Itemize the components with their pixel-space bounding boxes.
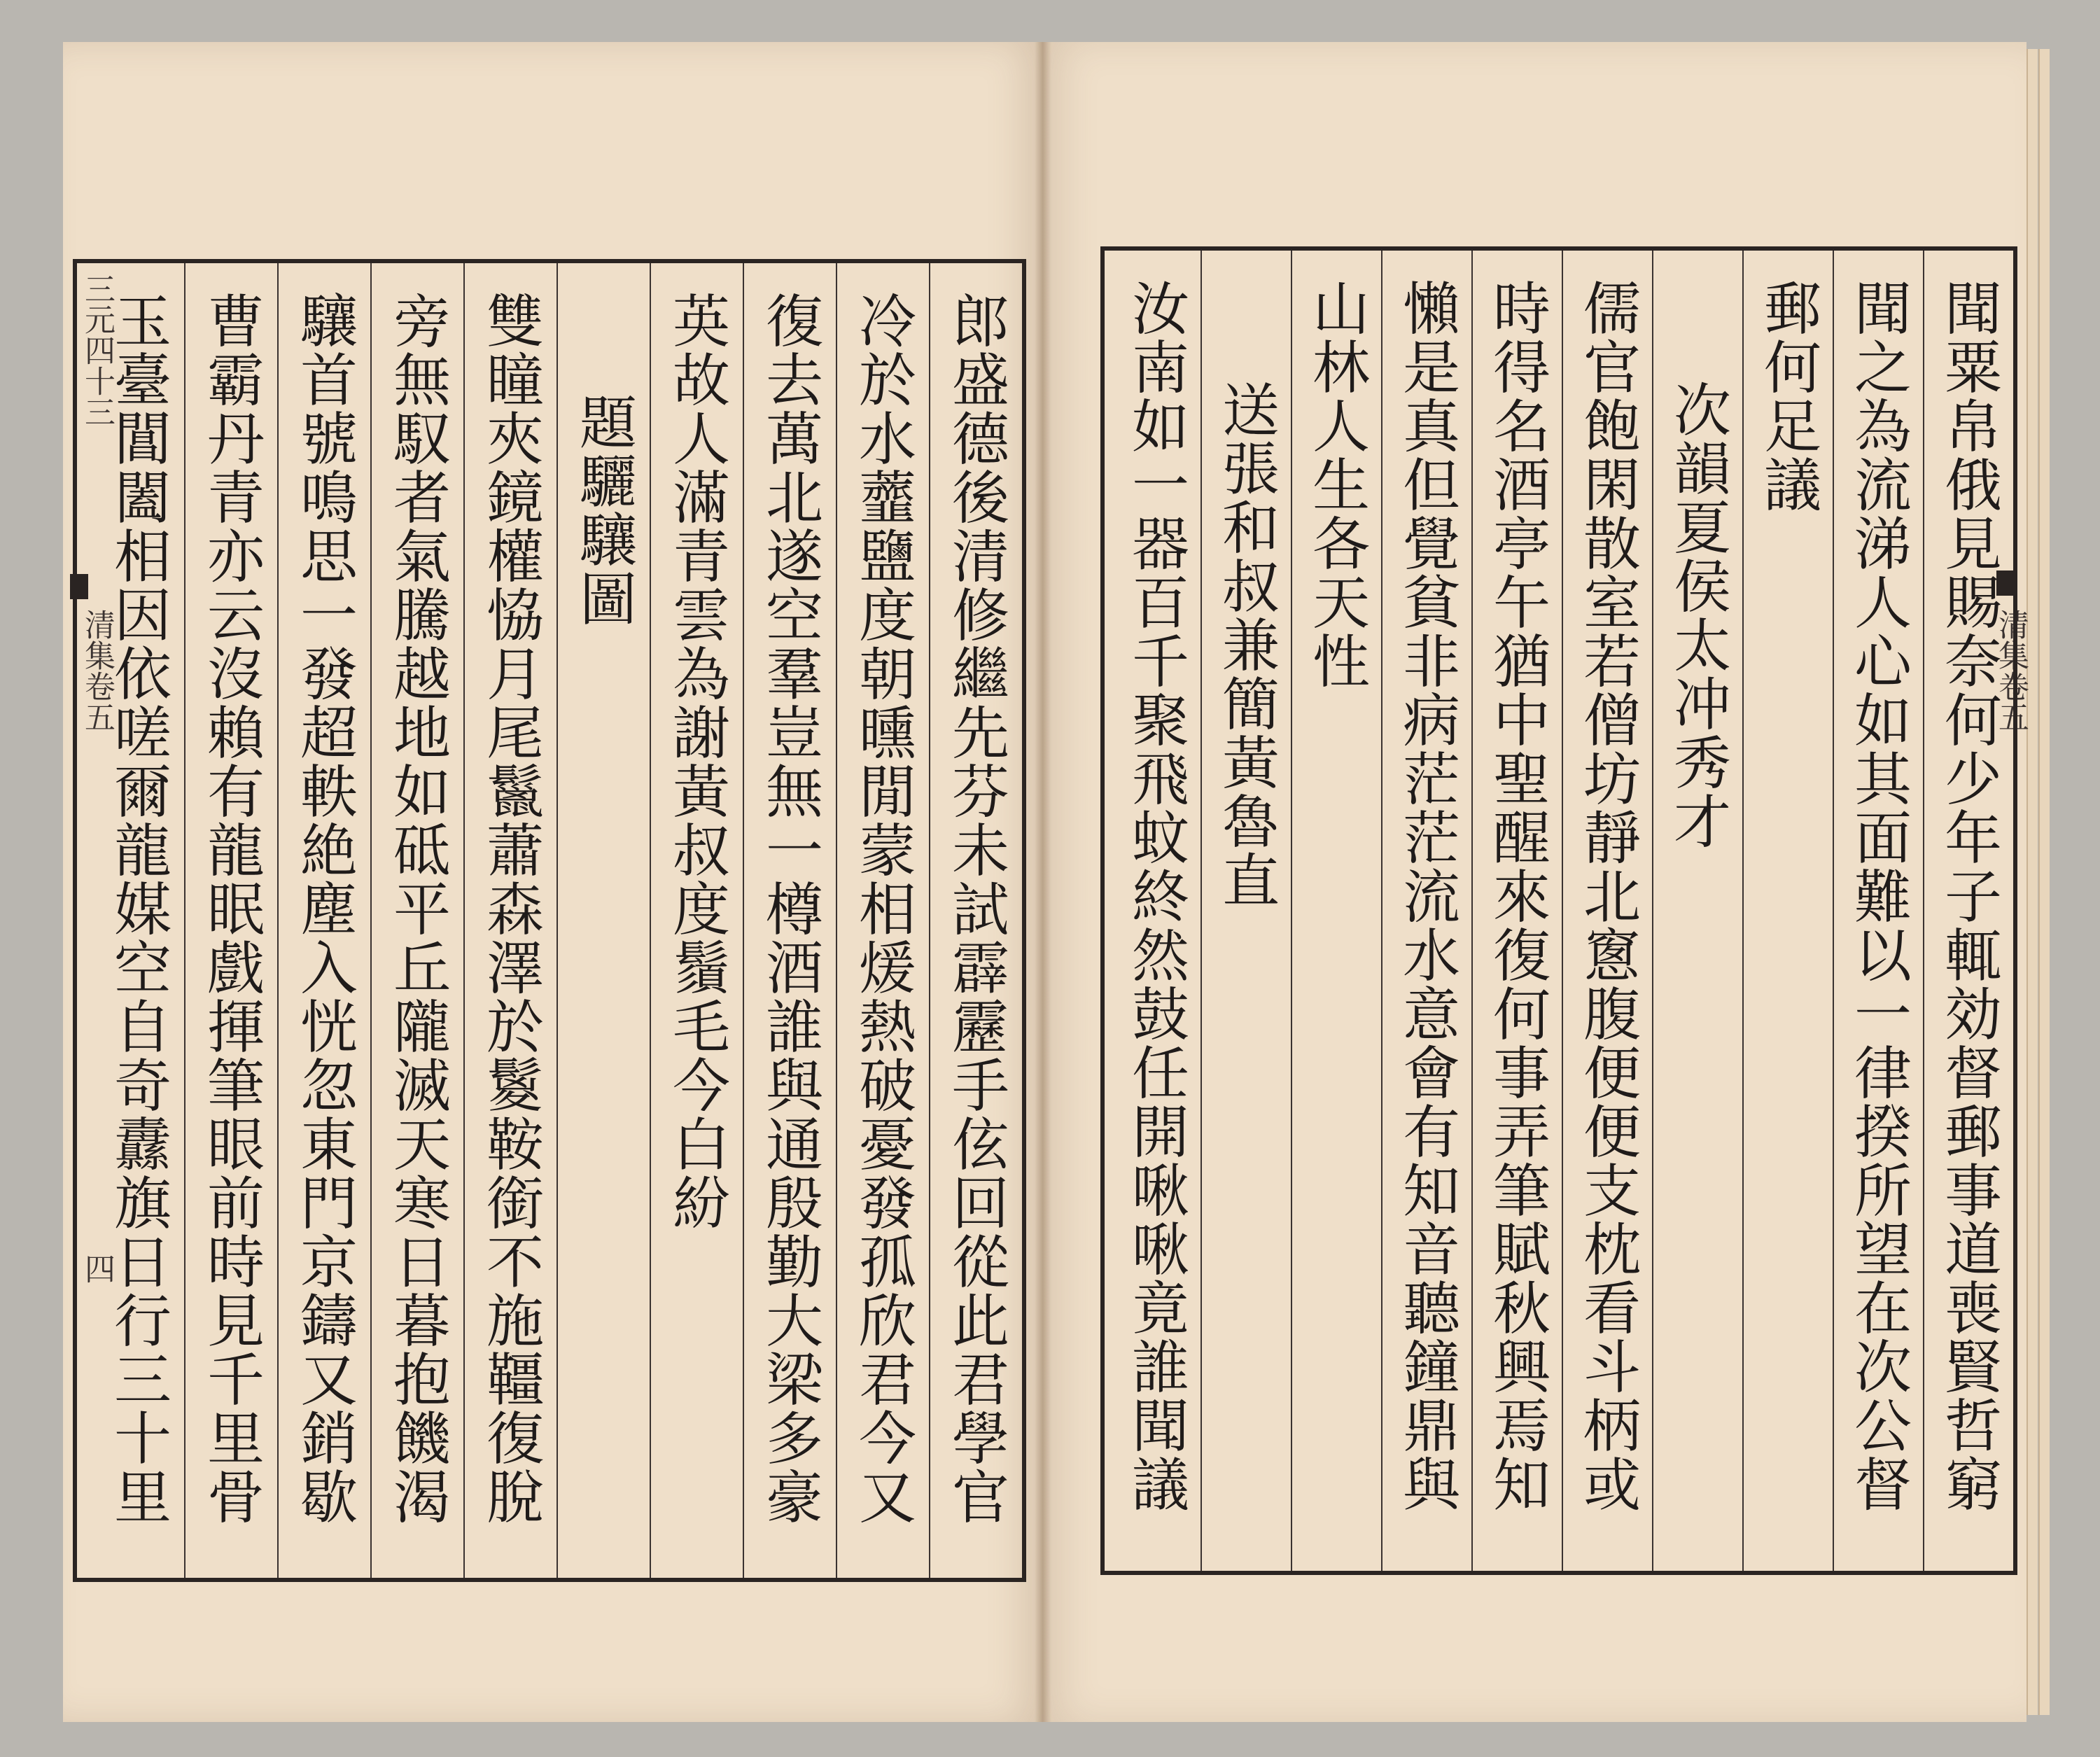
left-margin-volume: 清集卷五 <box>79 609 115 732</box>
column-rule <box>1833 251 1834 1571</box>
column-rule <box>463 263 465 1578</box>
column-rule <box>1291 251 1292 1571</box>
text-column: 郎盛德後清修繼先芬未試霹靂手伭回從此君學官 <box>942 291 1009 1526</box>
column-rule <box>1381 251 1382 1571</box>
text-column: 冷於水虀鹽度朝曛閒蒙相煖熱破憂發孤欣君今又 <box>849 291 916 1526</box>
column-rule <box>1652 251 1653 1571</box>
column-rule <box>650 263 651 1578</box>
text-column: 玉臺閶闔相因依嗟爾龍媒空自奇纛旗日行三十里 <box>104 291 172 1526</box>
column-rule <box>370 263 372 1578</box>
text-column: 山林人生各天性 <box>1303 279 1370 690</box>
text-column: 復去萬北遂空羣豈無一樽酒誰與通殷勤大梁多豪 <box>756 291 823 1526</box>
book-gutter <box>1035 42 1051 1722</box>
left-margin-page-number: 四 <box>79 1253 115 1284</box>
poem-title-column: 送張和叔兼簡黃魯直 <box>1212 380 1280 909</box>
text-column: 時得名酒亭午猶中聖醒來復何事弄筆賦秋興焉知 <box>1483 279 1550 1513</box>
column-rule <box>556 263 558 1578</box>
page-edge <box>2038 49 2050 1715</box>
column-rule <box>1742 251 1744 1571</box>
column-rule <box>1562 251 1563 1571</box>
column-rule <box>743 263 744 1578</box>
column-rule <box>1923 251 1924 1571</box>
left-margin-title: 三元四十三 <box>79 273 115 427</box>
column-rule <box>184 263 186 1578</box>
text-column: 汝南如一器百千聚飛蚊終然鼓任開啾啾竟誰聞議 <box>1122 279 1189 1513</box>
page-edge <box>2026 49 2038 1715</box>
column-rule <box>277 263 279 1578</box>
poem-title-column: 次韻夏侯太冲秀才 <box>1664 380 1731 850</box>
right-text-frame <box>1100 246 2017 1575</box>
text-column: 曹霸丹青亦云沒賴有龍眠戲揮筆眼前時見千里骨 <box>197 291 265 1526</box>
text-column: 聞之為流涕人心如其面難以一律揆所望在次公督 <box>1844 279 1912 1513</box>
column-rule <box>929 263 930 1578</box>
right-margin-title: 清集卷五 <box>1993 609 2029 732</box>
text-column: 雙瞳夾鏡權恊月尾鬣蕭森澤於鬉鞍銜不施韁復脫 <box>477 291 544 1526</box>
column-rule <box>1471 251 1473 1571</box>
poem-title-column: 題驪驤圖 <box>570 393 637 628</box>
text-column: 懶是真但覺貧非病茫茫流水意會有知音聽鐘鼎與 <box>1393 279 1460 1513</box>
text-column: 旁無馭者氣騰越地如砥平丘隴滅天寒日暮抱饑渴 <box>384 291 451 1526</box>
text-column: 英故人滿青雲為謝黃叔度鬚毛今白紛 <box>663 291 730 1232</box>
column-rule <box>1200 251 1202 1571</box>
text-column: 儒官飽閑散室若僧坊靜北窻腹便便支枕看斗柄或 <box>1574 279 1641 1513</box>
left-text-frame <box>73 259 1026 1582</box>
column-rule <box>836 263 837 1578</box>
text-column: 驤首號鳴思一發超軼絶塵入恍忽東門京鑄又銷歇 <box>290 291 358 1526</box>
text-column: 聞粟帛俄見賜奈何少年子輒効督郵事道喪賢哲窮 <box>1935 279 2002 1513</box>
text-column: 郵何足議 <box>1754 279 1821 514</box>
